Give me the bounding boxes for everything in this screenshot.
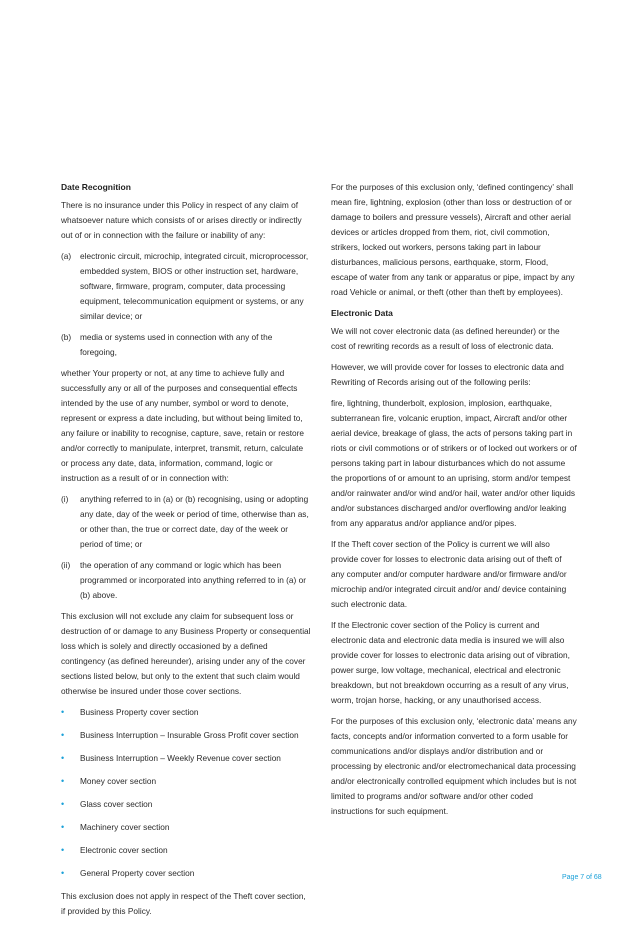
list-text: media or systems used in connection with any of the foregoing, — [80, 332, 273, 357]
list-marker: (b) — [61, 332, 72, 342]
list-item — [61, 866, 311, 881]
paragraph-defined-contingency: For the purposes of this exclusion only, ‘defined contingency’ shall mean fire, lightning, explosion (other than loss or destruction of or damage to boilers and pressure vessels), Aircraft and other aerial devices or articles dropped from them, riot, civil commotion, strikers, locked out workers, persons taking part in labour disturbances, malicious persons, earthquake, storm, Flood, escape of water from any tank or apparatus or pipe, impact by any road Vehicle or animal, or theft (other than theft by employees). — [331, 182, 575, 297]
list-item — [61, 797, 311, 812]
list-text: Glass cover section — [80, 799, 153, 809]
list-text: Business Interruption – Insurable Gross Profit cover section — [80, 730, 299, 740]
list-text: the operation of any command or logic which has been programmed or incorporated into anything referred to in (a) or (b) above. — [80, 560, 306, 600]
page-number: Page 7 of 68 — [562, 874, 602, 881]
cover-section-list — [61, 705, 311, 881]
bullet-icon: • — [61, 845, 65, 855]
list-marker: (i) — [61, 494, 69, 504]
list-text: Business Interruption – Weekly Revenue cover section — [80, 753, 281, 763]
list-text: Business Property cover section — [80, 707, 199, 717]
bullet-icon: • — [61, 799, 65, 809]
list-text: Money cover section — [80, 776, 157, 786]
list-text: Electronic cover section — [80, 845, 168, 855]
list-text: electronic circuit, microchip, integrated circuit, microprocessor, embedded system, BIOS or other instruction set, hardware, software, firmware, program, computer, data processing equipment, telecommunication equipment or systems, or any similar device; or — [80, 251, 309, 321]
list-marker: (ii) — [61, 560, 71, 570]
right-column — [331, 180, 577, 825]
bullet-icon: • — [61, 776, 65, 786]
paragraph-electronic-cover: If the Electronic cover section of the Policy is current and electronic data and electronic data media is insured we will also provide cover for losses to electronic data arising out of vibration, power surge, low voltage, mechanical, electrical and electronic breakdown, but not breakdown occurring as a result of any virus, worm, trojan horse, hacking, or any unauthorised access. — [331, 620, 570, 705]
bullet-icon: • — [61, 753, 65, 763]
paragraph-theft: This exclusion does not apply in respect of the Theft cover section, if provided by this Policy. — [61, 891, 306, 916]
paragraph-electronic-data-definition: For the purposes of this exclusion only, ‘electronic data’ means any facts, concepts and/or information converted to a form usable for communications and/or displays and/or distribution and or processing by electronic and/or electromechanical data processing and/or electronically controlled equipment which includes but is not limited to programs and/or software and/or other coded instructions for such equipment. — [331, 716, 577, 816]
bullet-icon: • — [61, 707, 65, 717]
list-item-a — [61, 249, 311, 324]
list-item — [61, 843, 311, 858]
list-item — [61, 820, 311, 835]
paragraph-intro: There is no insurance under this Policy in respect of any claim of whatsoever nature which consists of or arises directly or indirectly out of or in connection with the failure or inability of any: — [61, 200, 302, 240]
section-heading-date-recognition: Date Recognition — [61, 182, 131, 192]
paragraph-perils: fire, lightning, thunderbolt, explosion, implosion, earthquake, subterranean fire, volcanic eruption, impact, Aircraft and/or other aerial device, breakage of glass, the acts of persons taking part in riots or civil commotions or of strikers or of locked out workers or of persons taking part in labour disturbances which do not assume the proportions of or amount to an uprising, storm and/or tempest and/or rainwater and/or wind and/or hail, water and/or other liquids and/or substances discharged and/or overflowing and/or leaking from any apparatus and/or appliance and/or pipes. — [331, 398, 577, 528]
paragraph-no-cover: We will not cover electronic data (as defined hereunder) or the cost of rewriting records as a result of loss of electronic data. — [331, 326, 560, 351]
left-column — [61, 180, 311, 925]
list-text: Machinery cover section — [80, 822, 170, 832]
bullet-icon: • — [61, 822, 65, 832]
list-marker: (a) — [61, 251, 72, 261]
paragraph-whether: whether Your property or not, at any time to achieve fully and successfully any or all of the purposes and consequential effects intended by the use of any number, symbol or word to denote, represent or express a date including, but without being limited to, any failure or inability to recognise, capture, save, retain or restore and/or correctly to manipulate, interpret, transmit, return, calculate or process any date, data, information, command, logic or instruction as a result of or in connection with: — [61, 368, 305, 483]
section-heading-electronic-data: Electronic Data — [331, 308, 393, 318]
bullet-icon: • — [61, 730, 65, 740]
list-item-i — [61, 492, 311, 552]
list-item — [61, 705, 311, 720]
list-text: anything referred to in (a) or (b) recognising, using or adopting any date, day of the week or period of time, otherwise than as, or other than, the true or correct date, day of the week or period of time; or — [80, 494, 309, 549]
paragraph-however: However, we will provide cover for losses to electronic data and Rewriting of Records arising out of the following perils: — [331, 362, 564, 387]
list-text: General Property cover section — [80, 868, 195, 878]
list-item — [61, 751, 311, 766]
list-item-ii — [61, 558, 311, 603]
list-item-b — [61, 330, 311, 360]
list-item — [61, 774, 311, 789]
paragraph-exclusion: This exclusion will not exclude any claim for subsequent loss or destruction of or damage to any Business Property or consequential loss which is solely and directly occasioned by a defined contingency (as defined hereunder), arising under any of the cover sections listed below, but only to the extent that such claim would otherwise be insured under those cover sections. — [61, 611, 311, 696]
bullet-icon: • — [61, 868, 65, 878]
list-item — [61, 728, 311, 743]
paragraph-theft-cover: If the Theft cover section of the Policy is current we will also provide cover for losses to electronic data arising out of theft of any computer and/or computer hardware and/or firmware and/or microchip and/or integrated circuit and/or and/ device containing such electronic data. — [331, 539, 567, 609]
